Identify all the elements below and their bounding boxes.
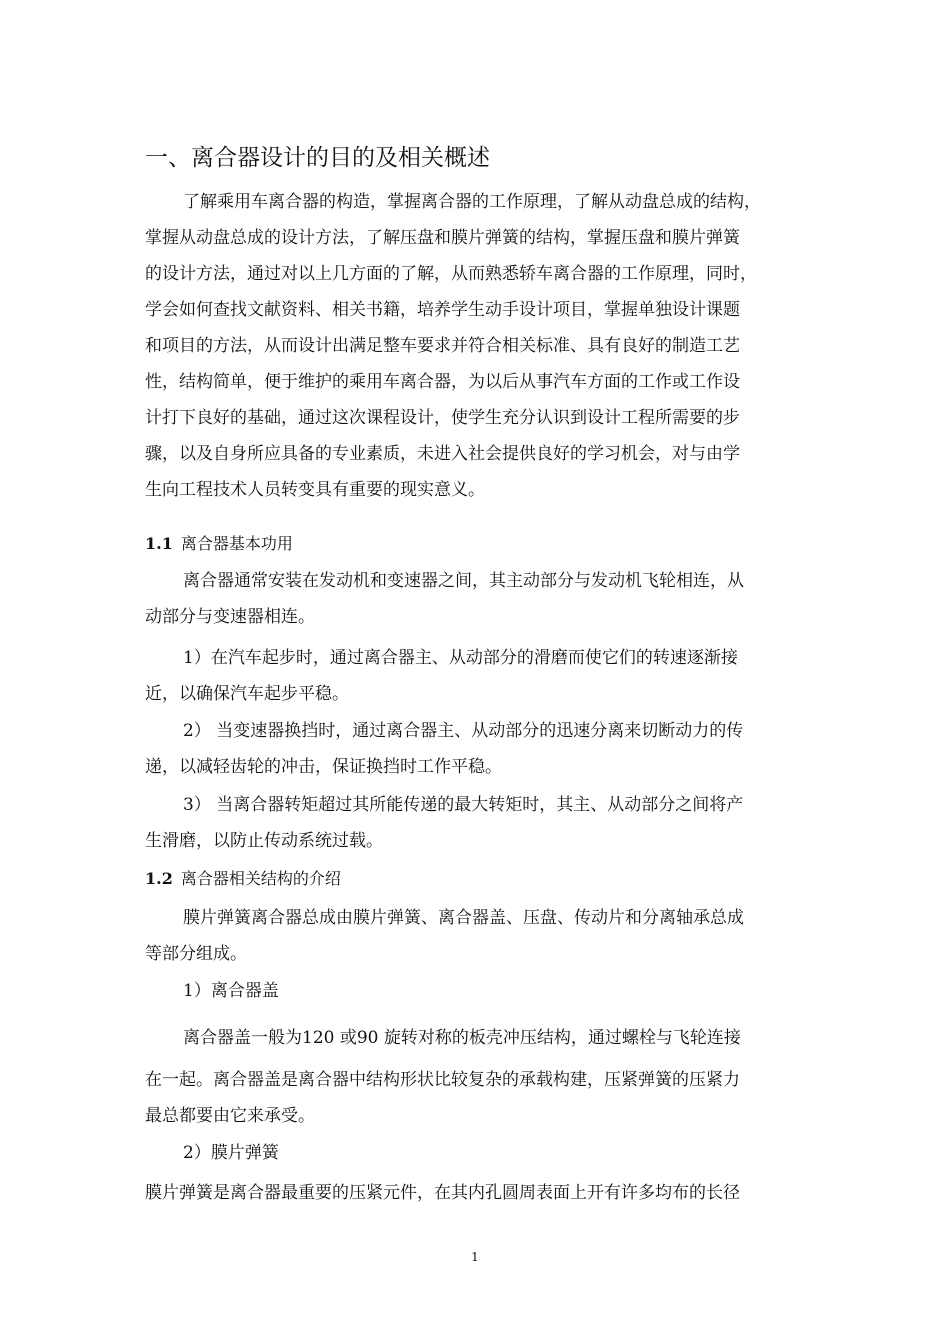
- text-line: 骤，以及自身所应具备的专业素质，未进入社会提供良好的学习机会，对与由学: [145, 444, 740, 464]
- s11-item-3: [145, 787, 810, 859]
- page-number: 1: [471, 1250, 479, 1264]
- text-line: 性，结构简单，便于维护的乘用车离合器，为以后从事汽车方面的工作或工作设: [145, 372, 740, 392]
- text-line: 学会如何查找文献资料、相关书籍，培养学生动手设计项目，掌握单独设计课题: [145, 300, 740, 320]
- text-line: 近，以确保汽车起步平稳。: [145, 684, 349, 704]
- text-line: 离合器盖一般为120 或90 旋转对称的板壳冲压结构，通过螺栓与飞轮连接: [183, 1028, 741, 1048]
- section-title: 离合器基本功用: [180, 534, 293, 553]
- s11-item-2: [145, 713, 810, 785]
- section-title: 离合器相关结构的介绍: [180, 869, 341, 888]
- text-line: 3） 当离合器转矩超过其所能传递的最大转矩时，其主、从动部分之间将产: [183, 795, 744, 815]
- text-line: 膜片弹簧离合器总成由膜片弹簧、离合器盖、压盘、传动片和分离轴承总成: [183, 908, 744, 928]
- s12-sub2-paragraph: [145, 1175, 810, 1211]
- section-heading-1-1: [145, 526, 293, 562]
- text-line: 计打下良好的基础，通过这次课程设计，使学生充分认识到设计工程所需要的步: [145, 408, 740, 428]
- text-line: 和项目的方法，从而设计出满足整车要求并符合相关标准、具有良好的制造工艺: [145, 336, 740, 356]
- text-line: 膜片弹簧是离合器最重要的压紧元件，在其内孔圆周表面上开有许多均布的长径: [145, 1183, 740, 1203]
- text-line: 最总都要由它来承受。: [145, 1106, 315, 1126]
- text-line: 生滑磨，以防止传动系统过载。: [145, 831, 383, 851]
- text-line: 动部分与变速器相连。: [145, 607, 315, 627]
- text-line: 掌握从动盘总成的设计方法，了解压盘和膜片弹簧的结构，掌握压盘和膜片弹簧: [145, 228, 740, 248]
- text-line: 离合器通常安装在发动机和变速器之间，其主动部分与发动机飞轮相连，从: [183, 571, 744, 591]
- section-number: 1.1: [145, 534, 173, 553]
- section-heading-1-2: [145, 861, 341, 897]
- chapter-heading: 一、离合器设计的目的及相关概述: [145, 145, 490, 171]
- s12-paragraph: [145, 900, 810, 972]
- text-line: 在一起。离合器盖是离合器中结构形状比较复杂的承载构建，压紧弹簧的压紧力: [145, 1070, 740, 1090]
- text-line: 了解乘用车离合器的构造，掌握离合器的工作原理，了解从动盘总成的结构，: [183, 192, 761, 212]
- intro-paragraph: [145, 184, 810, 508]
- text-line: 2） 当变速器换挡时，通过离合器主、从动部分的迅速分离来切断动力的传: [183, 721, 744, 741]
- text-line: 生向工程技术人员转变具有重要的现实意义。: [145, 480, 485, 500]
- text-line: 等部分组成。: [145, 944, 247, 964]
- s11-paragraph: [145, 563, 810, 635]
- text-line: 递，以减轻齿轮的冲击，保证换挡时工作平稳。: [145, 757, 502, 777]
- text-line: 的设计方法，通过对以上几方面的了解，从而熟悉轿车离合器的工作原理，同时，: [145, 264, 757, 284]
- s12-sub1-paragraph: [145, 1020, 810, 1134]
- subheading-diaphragm-spring: 2）膜片弹簧: [183, 1143, 279, 1163]
- subheading-clutter-cover: 1）离合器盖: [183, 981, 279, 1001]
- s11-item-1: [145, 640, 810, 712]
- section-number: 1.2: [145, 869, 173, 888]
- text-line: 1）在汽车起步时，通过离合器主、从动部分的滑磨而使它们的转速逐渐接: [183, 648, 738, 668]
